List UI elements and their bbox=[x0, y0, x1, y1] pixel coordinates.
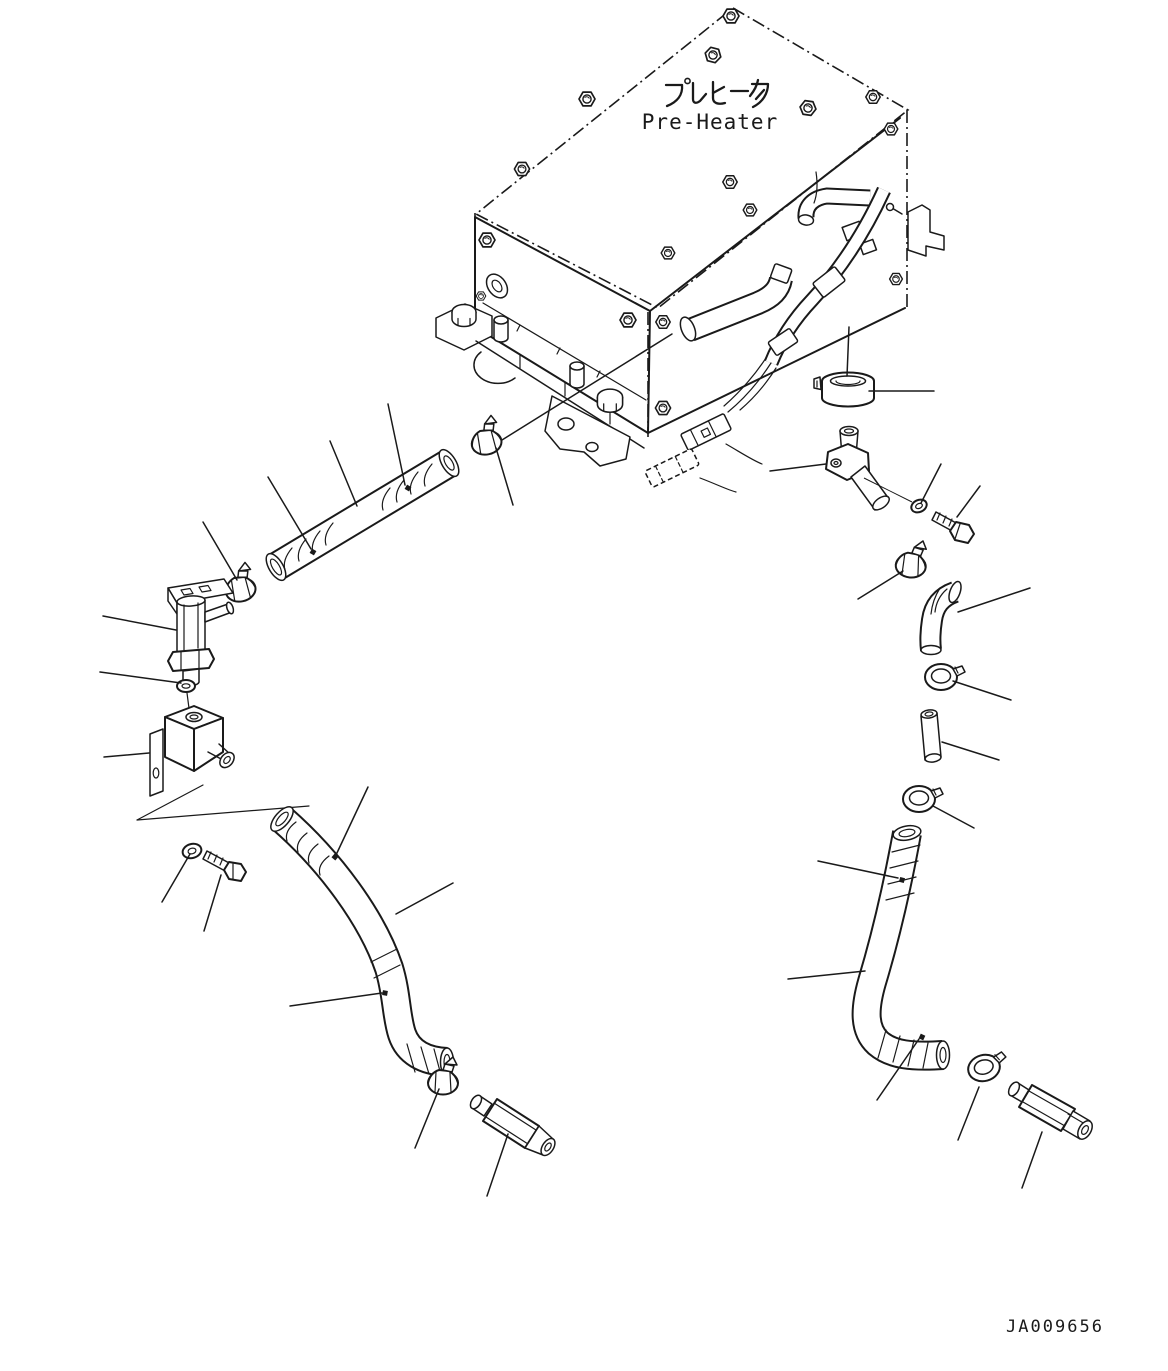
joint-fitting-left bbox=[468, 1093, 558, 1158]
leader-line bbox=[953, 681, 1011, 700]
elbow-hose bbox=[921, 580, 963, 655]
leader-line bbox=[336, 787, 368, 855]
right-part-chain bbox=[814, 373, 1095, 1142]
leader-line bbox=[330, 441, 357, 506]
valve-with-bracket bbox=[168, 579, 235, 686]
leader-line bbox=[415, 1089, 439, 1148]
leader-line bbox=[770, 464, 826, 471]
washer-left bbox=[181, 842, 203, 860]
joint-fitting-right bbox=[1006, 1080, 1095, 1141]
ear-clamp-icon bbox=[965, 1049, 1010, 1084]
title-block bbox=[642, 78, 778, 134]
nut-icon bbox=[514, 162, 529, 175]
nut-icon bbox=[479, 233, 495, 247]
leader-line bbox=[957, 486, 980, 517]
leader-line bbox=[396, 883, 453, 914]
left-part-chain bbox=[137, 414, 558, 1158]
harness-connector bbox=[680, 413, 731, 450]
flanged-elbow-joint bbox=[826, 427, 912, 513]
leader-line bbox=[203, 522, 237, 580]
leader-line bbox=[162, 854, 190, 902]
curved-hose bbox=[267, 803, 454, 1076]
title-english: Pre-Heater bbox=[641, 110, 779, 134]
nut-icon bbox=[704, 46, 723, 63]
straight-hose bbox=[262, 447, 462, 584]
leader-line bbox=[1022, 1132, 1042, 1188]
bolt-left bbox=[203, 851, 246, 881]
stud-icon bbox=[494, 316, 508, 342]
nut-icon bbox=[620, 313, 636, 327]
nut-icon bbox=[656, 316, 670, 328]
leader-line bbox=[958, 1087, 979, 1140]
nut-icon bbox=[723, 9, 739, 23]
leader-line bbox=[487, 1134, 508, 1196]
leader-line bbox=[290, 993, 382, 1006]
rear-bracket bbox=[887, 204, 945, 257]
leader-line bbox=[104, 753, 149, 757]
leader-line bbox=[103, 616, 176, 630]
leader-lines bbox=[100, 327, 1042, 1196]
leader-line bbox=[921, 464, 941, 503]
band-clamp bbox=[814, 373, 874, 407]
nut-icon bbox=[579, 92, 595, 106]
leader-line bbox=[496, 448, 513, 505]
leader-line bbox=[788, 971, 865, 979]
attached-elbow-hose bbox=[677, 263, 792, 343]
title-japanese: プレヒータ bbox=[663, 81, 773, 106]
leader-line bbox=[388, 404, 405, 485]
nut-icon bbox=[655, 401, 670, 414]
nut-icon bbox=[866, 91, 880, 103]
wing-clamp-icon bbox=[467, 414, 504, 457]
stud-icon bbox=[570, 362, 584, 388]
nut-icon bbox=[476, 292, 486, 300]
l-shaped-hose bbox=[867, 824, 950, 1069]
nut-icon bbox=[723, 176, 737, 188]
washer-right bbox=[909, 497, 929, 515]
bolt-head-icon bbox=[597, 389, 622, 412]
leader-line bbox=[204, 875, 221, 931]
harness-connector bbox=[645, 449, 700, 488]
nut-icon bbox=[890, 273, 903, 284]
drawing-number: JA009656 bbox=[1006, 1317, 1104, 1337]
leader-line bbox=[268, 477, 311, 549]
leader-line bbox=[847, 327, 849, 376]
leader-line bbox=[933, 806, 974, 828]
tape-position-dots bbox=[310, 485, 926, 1041]
ear-clamp-icon bbox=[925, 664, 965, 690]
nut-icon bbox=[799, 100, 817, 116]
elbow-block-fitting bbox=[150, 706, 237, 796]
leader-line bbox=[100, 672, 181, 683]
leader-line bbox=[858, 571, 903, 599]
nut-icon bbox=[884, 123, 898, 135]
leader-line bbox=[958, 588, 1030, 612]
bolt-right bbox=[932, 512, 974, 543]
nut-icon bbox=[743, 204, 757, 216]
leader-line bbox=[942, 742, 999, 760]
bolt-head-icon bbox=[452, 305, 476, 327]
nut-icon bbox=[661, 247, 675, 259]
connecting-tube bbox=[921, 709, 942, 763]
